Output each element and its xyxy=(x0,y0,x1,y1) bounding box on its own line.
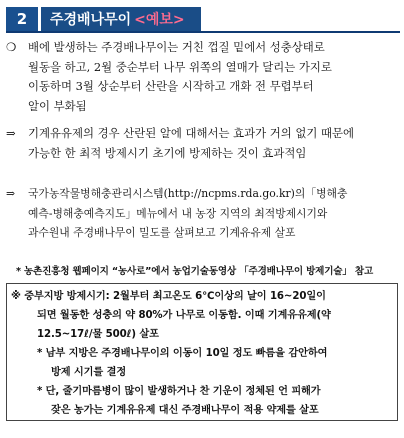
section-number: 2 xyxy=(6,7,38,31)
note-line: * 단, 줄기마름병이 많이 발생하거나 찬 기운이 정체된 언 피해가 xyxy=(37,386,321,397)
paragraph-line: ❍ 배에 발생하는 주경배나무이는 거친 껍질 밑에서 성충상태로 xyxy=(6,38,400,58)
paragraph-line: 이동하며 3월 상순부터 산란을 시작하고 개화 전 무렵부터 xyxy=(28,79,314,93)
arrow-bullet-icon: ⇒ xyxy=(6,187,16,200)
section-title-box xyxy=(41,7,201,31)
section-title: 주경배나무이 xyxy=(50,12,132,28)
section-header xyxy=(6,7,400,33)
paragraph-line: 월동을 하고, 2월 중순부터 나무 위쪽의 열매가 달리는 가지로 xyxy=(28,59,332,74)
paragraph-line: 알이 부화됨 xyxy=(28,98,87,113)
note-line: ※ 중부지방 방제시기: 2월부터 최고온도 6℃이상의 날이 16~20일이 xyxy=(11,291,326,302)
paragraph-line: 과수원내 주경배나무이 밀도를 살펴보고 기계유유제 살포 xyxy=(28,226,296,239)
reference-note: * 농촌진흥청 웹페이지 “농사로”에서 농업기술동영상 「주경배나무이 방제기술」 참고 xyxy=(16,266,374,277)
title-tag: <예보> xyxy=(134,12,185,28)
paragraph-line: ⇒ 기계유유제의 경우 산란된 알에 대해서는 효과가 거의 없기 때문에 xyxy=(6,124,400,144)
circle-bullet-icon: ❍ xyxy=(6,40,17,54)
note-line: 방제 시기를 결정 xyxy=(51,367,127,378)
note-line: 잦은 농가는 기계유유제 대신 주경배나무이 적용 약제를 살포 xyxy=(51,405,319,416)
note-line: 12.5~17ℓ/물 500ℓ) 살포 xyxy=(37,329,159,340)
paragraph-line: ⇒ 국가농작물병해충관리시스템(http://ncpms.rda.go.kr)의「병해충 xyxy=(6,184,400,204)
paragraph-line: 가능한 한 최적 방제시기 초기에 방제하는 것이 효과적임 xyxy=(28,145,307,160)
paragraph-line: 예측-병해충예측지도」메뉴에서 내 농장 지역의 최적방제시기와 xyxy=(28,206,328,220)
paragraph-control-timing xyxy=(6,124,400,163)
paragraph-ncpms xyxy=(6,184,400,243)
arrow-bullet-icon: ⇒ xyxy=(6,126,16,140)
note-box xyxy=(6,283,398,421)
paragraph-overwintering xyxy=(6,38,400,116)
note-line: * 남부 지방은 주경배나무이의 이동이 10일 정도 빠름을 감안하여 xyxy=(37,348,328,359)
note-line: 되면 월동한 성충의 약 80%가 나무로 이동함. 이때 기계유유제(약 xyxy=(37,310,331,321)
